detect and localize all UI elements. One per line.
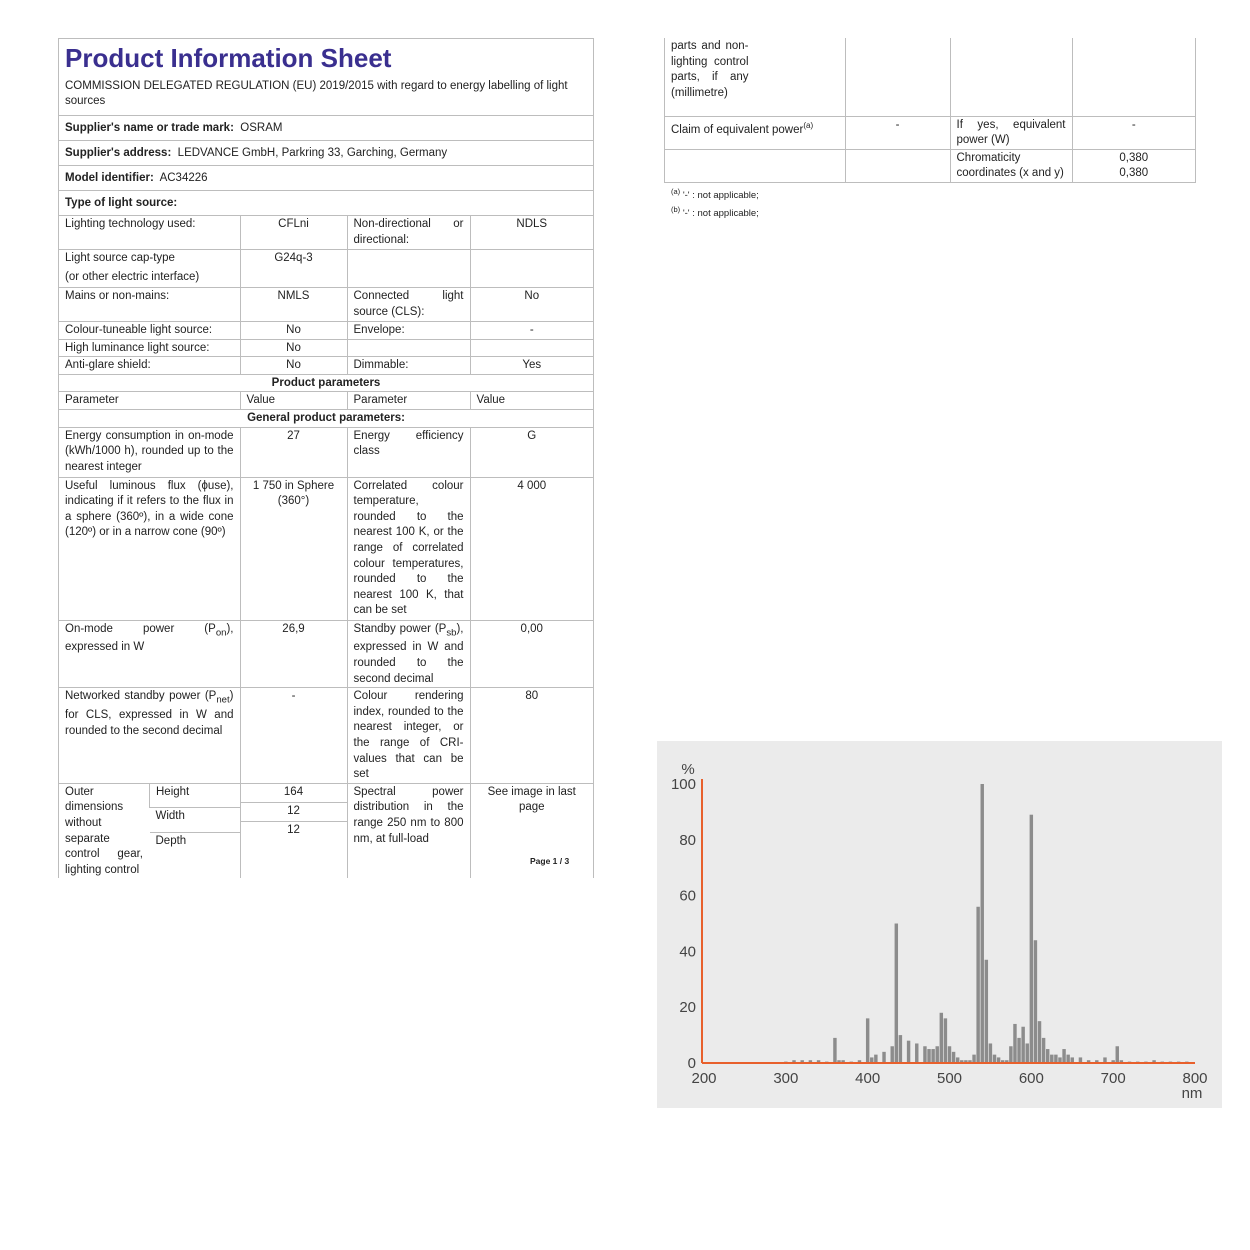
table-row xyxy=(59,477,593,620)
empty-cell xyxy=(470,339,593,357)
depth-label: Depth xyxy=(150,833,240,879)
dimension-values-cell xyxy=(240,783,347,878)
claim-label xyxy=(665,116,845,149)
chroma-x: 0,380 xyxy=(1119,151,1149,164)
mains-value: NMLS xyxy=(240,288,347,322)
spectrum-bar xyxy=(931,1049,934,1063)
psb-value: 0,00 xyxy=(470,620,593,688)
ag-value: No xyxy=(240,357,347,375)
product-information-sheet xyxy=(58,38,594,878)
table-row xyxy=(665,116,1195,149)
x-tick-label: 200 xyxy=(691,1070,717,1087)
spectrum-bar xyxy=(940,1013,943,1063)
table-row xyxy=(59,288,593,322)
spectral-chart xyxy=(657,741,1222,1108)
spectrum-bar xyxy=(833,1038,836,1063)
spectrum-bar xyxy=(866,1018,869,1063)
width-value: 12 xyxy=(241,802,347,821)
x-tick-label: 700 xyxy=(1100,1070,1126,1087)
tech-label: Lighting technology used: xyxy=(59,216,240,250)
cri-label: Colour rendering index, rounded to the nearest integer, or the range of CRI-values that can be set xyxy=(347,688,470,784)
empty-cell xyxy=(1072,38,1195,116)
pnet-label xyxy=(59,688,240,784)
table-row xyxy=(665,38,1195,116)
spectrum-bar xyxy=(895,924,898,1064)
spectrum-bar xyxy=(890,1046,893,1063)
spd-label: Spectral power distribution in the range 250 nm to 800 nm, at full-load xyxy=(347,783,470,878)
col-value: Value xyxy=(240,392,347,410)
spectrum-bar xyxy=(1046,1049,1049,1063)
empty-cell xyxy=(470,250,593,288)
dimensions-cell xyxy=(59,783,240,878)
page-number: Page 1 / 3 xyxy=(530,856,570,866)
spectral-chart-svg xyxy=(657,741,1222,1108)
spectrum-bar xyxy=(874,1055,877,1063)
table-row xyxy=(59,688,593,784)
pnet-label-a: Networked standby power (P xyxy=(65,690,217,703)
table-row xyxy=(59,250,593,288)
psb-label-b: ), expressed in W and rounded to the second decimal xyxy=(353,622,464,685)
claim-value: - xyxy=(845,116,950,149)
page-title: Product Information Sheet xyxy=(65,43,392,73)
chroma-y: 0,380 xyxy=(1119,167,1149,180)
pnet-label-b: ) for CLS, expressed in W and rounded to the second decimal xyxy=(65,690,234,737)
claim-label-text: Claim of equivalent power xyxy=(671,123,804,136)
table-row xyxy=(59,783,593,878)
empty-cell xyxy=(665,149,845,182)
col-parameter: Parameter xyxy=(59,392,240,410)
table-row xyxy=(59,620,593,688)
spectrum-bar xyxy=(1038,1021,1041,1063)
x-tick-label: 400 xyxy=(855,1070,881,1087)
cls-label: Connected light source (CLS): xyxy=(347,288,470,322)
spectrum-bar xyxy=(993,1055,996,1063)
spectrum-bar xyxy=(1017,1038,1020,1063)
outer-dim-label: Outer dimensions without separate control gear, lighting control xyxy=(65,785,143,876)
pon-value: 26,9 xyxy=(240,620,347,688)
spectrum-bar xyxy=(899,1035,902,1063)
cct-value: 4 000 xyxy=(470,477,593,620)
cap-label xyxy=(59,250,240,288)
supplier-name-label: Supplier's name or trade mark: xyxy=(65,122,234,134)
width-label: Width xyxy=(150,808,240,833)
spectrum-bar xyxy=(952,1052,955,1063)
chroma-label: Chromaticity coordinates (x and y) xyxy=(950,149,1072,182)
spectrum-bar xyxy=(882,1052,885,1063)
spectrum-bar xyxy=(985,960,988,1063)
col-parameter: Parameter xyxy=(347,392,470,410)
spectrum-bar xyxy=(972,1055,975,1063)
table-header-row xyxy=(59,392,593,410)
continuation-table xyxy=(664,38,1196,183)
spectrum-bar xyxy=(927,1049,930,1063)
spectrum-bar xyxy=(1034,940,1037,1063)
supplier-address-label: Supplier's address: xyxy=(65,147,172,159)
ag-label: Anti-glare shield: xyxy=(59,357,240,375)
spectrum-bar xyxy=(989,1043,992,1063)
footnote-a-mark: (a) xyxy=(671,187,681,196)
env-label: Envelope: xyxy=(347,322,470,340)
spectrum-bar xyxy=(923,1046,926,1063)
table-row xyxy=(665,149,1195,182)
spectrum-bar xyxy=(976,907,979,1063)
type-label: Type of light source: xyxy=(65,197,178,209)
y-axis-label: % xyxy=(681,761,695,778)
flux-label: Useful luminous flux (ϕuse), indicating if it refers to the flux in a sphere (360º), in a wide cone (120º) or in a narrow cone (90º) xyxy=(59,477,240,620)
table-row xyxy=(59,427,593,477)
psb-label xyxy=(347,620,470,688)
pnet-value: - xyxy=(240,688,347,784)
spectrum-bar xyxy=(981,784,984,1063)
y-tick-label: 100 xyxy=(670,776,696,793)
depth-value: 12 xyxy=(241,821,347,839)
footnote-a xyxy=(671,187,759,201)
x-tick-label: 800 xyxy=(1182,1070,1208,1087)
mains-label: Mains or non-mains: xyxy=(59,288,240,322)
psb-label-a: Standby power (P xyxy=(353,622,447,635)
supplier-name-value: OSRAM xyxy=(240,122,283,134)
type-row xyxy=(59,191,593,215)
spectrum-bar xyxy=(1030,815,1033,1063)
table-row xyxy=(59,322,593,340)
pnet-sub: net xyxy=(216,694,230,706)
dir-label: Non-directional or directional: xyxy=(347,216,470,250)
dim-value: Yes xyxy=(470,357,593,375)
spectrum-bar xyxy=(1054,1055,1057,1063)
supplier-address-value: LEDVANCE GmbH, Parkring 33, Garching, Germany xyxy=(177,147,448,159)
footnote-b-mark: (b) xyxy=(671,205,681,214)
cct-label: Correlated colour temperature, rounded to the nearest 100 K, or the range of correlated colour temperatures, rounded to the nearest 100 K, that can be set xyxy=(347,477,470,620)
spectrum-bar xyxy=(1026,1043,1029,1063)
claim-sup: (a) xyxy=(803,120,814,130)
ifyes-value: - xyxy=(1072,116,1195,149)
cont-label: parts and non-lighting control parts, if any (millimetre) xyxy=(671,40,749,99)
env-value: - xyxy=(470,322,593,340)
tune-value: No xyxy=(240,322,347,340)
table-row xyxy=(59,216,593,250)
x-axis-label: nm xyxy=(1181,1085,1203,1102)
hl-value: No xyxy=(240,339,347,357)
psb-sub: sb xyxy=(446,626,457,638)
cap-label-line1: Light source cap-type xyxy=(65,252,175,264)
spectrum-bar xyxy=(1021,1027,1024,1063)
spectrum-bar xyxy=(936,1046,939,1063)
spectrum-bar xyxy=(944,1018,947,1063)
y-tick-label: 0 xyxy=(687,1055,696,1072)
footnote-b xyxy=(671,205,759,219)
cri-value: 80 xyxy=(470,688,593,784)
table-row xyxy=(59,409,593,427)
spectrum-bar xyxy=(1066,1055,1069,1063)
tune-label: Colour-tuneable light source: xyxy=(59,322,240,340)
energy-label: Energy consumption in on-mode (kWh/1000 h), rounded up to the nearest integer xyxy=(59,427,240,477)
footnote-a-text: '-' : not applicable; xyxy=(682,190,759,202)
spd-value: See image in last page xyxy=(470,783,593,878)
table-row xyxy=(59,374,593,392)
height-value: 164 xyxy=(283,785,304,798)
spectrum-bar xyxy=(907,1041,910,1063)
supplier-address-row xyxy=(59,141,593,166)
x-tick-label: 500 xyxy=(936,1070,963,1087)
empty-cell xyxy=(845,38,950,116)
spectrum-bar xyxy=(1042,1038,1045,1063)
ifyes-label: If yes, equivalent power (W) xyxy=(950,116,1072,149)
y-tick-label: 60 xyxy=(679,887,696,905)
footnote-b-text: '-' : not applicable; xyxy=(682,208,759,220)
regulation-text: COMMISSION DELEGATED REGULATION (EU) 2019/2015 with regard to energy labelling of light sources xyxy=(59,75,593,116)
chroma-values xyxy=(1072,149,1195,182)
spectrum-bar xyxy=(915,1043,918,1063)
light-source-table xyxy=(59,215,593,878)
general-params-heading: General product parameters: xyxy=(59,409,593,427)
supplier-name-row xyxy=(59,116,593,141)
eff-value: G xyxy=(470,427,593,477)
spectrum-bar xyxy=(1013,1024,1016,1063)
height-label: Height xyxy=(150,784,240,808)
eff-label: Energy efficiency class xyxy=(347,427,470,477)
pon-label xyxy=(59,620,240,688)
table-row xyxy=(59,357,593,375)
cls-value: No xyxy=(470,288,593,322)
energy-value: 27 xyxy=(240,427,347,477)
pon-sub: on xyxy=(215,626,227,638)
hl-label: High luminance light source: xyxy=(59,339,240,357)
x-tick-label: 300 xyxy=(773,1070,799,1087)
cap-value: G24q-3 xyxy=(240,250,347,288)
y-tick-label: 20 xyxy=(679,999,696,1017)
flux-value: 1 750 in Sphere (360°) xyxy=(240,477,347,620)
pon-label-b: ), expressed in W xyxy=(65,622,234,654)
empty-cell xyxy=(347,339,470,357)
dir-value: NDLS xyxy=(470,216,593,250)
x-tick-label: 600 xyxy=(1018,1070,1044,1087)
model-label: Model identifier: xyxy=(65,172,154,184)
col-value: Value xyxy=(470,392,593,410)
dim-label: Dimmable: xyxy=(347,357,470,375)
product-params-heading: Product parameters xyxy=(59,374,593,392)
table-row xyxy=(59,339,593,357)
tech-value: CFLni xyxy=(240,216,347,250)
spectrum-bar xyxy=(1050,1055,1053,1063)
y-tick-label: 40 xyxy=(679,943,696,961)
y-tick-label: 80 xyxy=(679,831,696,849)
empty-cell xyxy=(347,250,470,288)
pon-label-a: On-mode power (P xyxy=(65,622,216,635)
model-row xyxy=(59,166,593,191)
spectrum-bar xyxy=(948,1046,951,1063)
empty-cell xyxy=(950,38,1072,116)
spectrum-bar xyxy=(1116,1046,1119,1063)
model-value: AC34226 xyxy=(159,172,208,184)
empty-cell xyxy=(845,149,950,182)
spectrum-bar xyxy=(1009,1046,1012,1063)
cap-label-line2: (or other electric interface) xyxy=(65,270,200,283)
spectrum-bar xyxy=(1062,1049,1065,1063)
